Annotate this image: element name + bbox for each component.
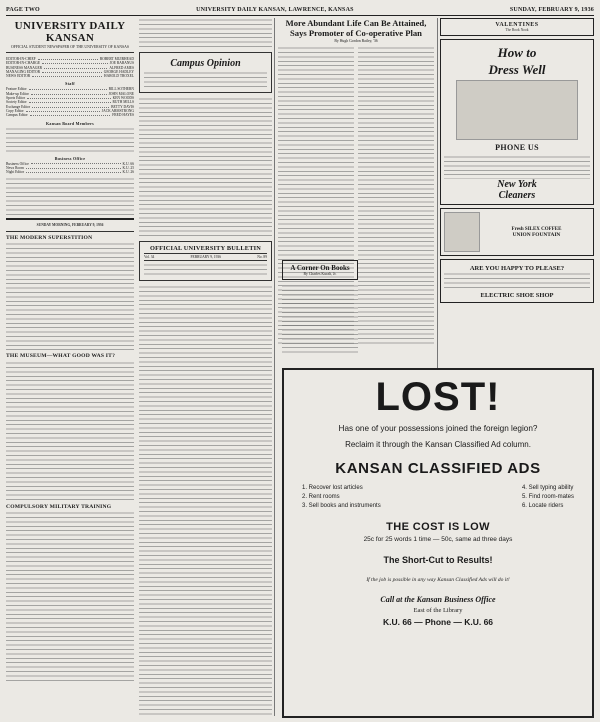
editorial-heading-superstition: THE MODERN SUPERSTITION (6, 234, 93, 241)
benefit-item: 3. Sell books and instruments (302, 503, 381, 509)
how-to-text: How to (497, 45, 537, 61)
corner-on-books-box (282, 260, 358, 280)
cleaners-text: Cleaners (498, 190, 536, 202)
cost-heading: THE COST IS LOW (386, 521, 490, 533)
staff-list (6, 57, 134, 78)
co-op-byline: By Hugh Gordon Bailey, '36 (334, 39, 378, 43)
new-york-text: New York (497, 179, 537, 191)
dateline: SUNDAY MORNING, FEBRUARY 9, 1936 (36, 223, 104, 228)
right-column (440, 18, 594, 368)
staff-row: EDITOR-IN-CHIEF ROBERT MUIRHEAD (6, 57, 134, 61)
phone-line: K.U. 66 — Phone — K.U. 66 (382, 617, 494, 627)
classified-ads-promo (282, 368, 594, 718)
page-date: SUNDAY, FEBRUARY 9, 1936 (509, 6, 594, 13)
staff-names: Feature Editor BILL SOTHERN Make-up Editor JOHN MALONE Sports Editor KEN WOODS Society Editor RUTH MILLS Exchange Editor BETTY DAVIS Copy Editor JACK ARMSTRONG Campus Editor FRED HAYES (6, 87, 134, 118)
paper-name-header: UNIVERSITY DAILY KANSAN, LAWRENCE, KANSAS (196, 6, 354, 13)
phone-us-text: PHONE US (495, 143, 539, 153)
lost-question: Has one of your possessions joined the foreign legion? (338, 424, 538, 433)
benefit-item: 4. Sell typing ability (521, 485, 574, 491)
dress-well-ad (440, 39, 594, 205)
shortcut-text: The Short-Cut to Results! (383, 555, 493, 565)
valentines-heading: VALENTINES (495, 22, 539, 28)
classified-heading: KANSAN CLASSIFIED ADS (335, 460, 541, 477)
benefit-item: 6. Locate riders (521, 503, 564, 509)
corner-on-books-title: A Corner On Books (290, 264, 350, 272)
books-column (282, 260, 358, 364)
column-rule (274, 18, 275, 716)
corner-on-books-byline: By Charles Kuralt, Jr. (303, 272, 337, 276)
benefit-item: 1. Recover lost articles (302, 485, 363, 491)
rates-text: 25c for 25 words 1 time — 50c, same ad three days (363, 536, 513, 543)
union-fountain: UNION FOUNTAIN (512, 231, 561, 238)
campus-opinion-title: Campus Opinion (170, 58, 241, 69)
page-number: PAGE TWO (6, 6, 40, 13)
board-label: Kansan Board Members (46, 120, 94, 126)
dress-illustration-icon (456, 80, 578, 140)
bulletin-meta: Vol. 34 FEBRUARY 9, 1936 No. 89 (144, 255, 267, 259)
left-column: UNIVERSITY DAILY KANSAN OFFICIAL STUDENT NEWSPAPER OF THE UNIVERSITY OF KANSAS EDITOR-IN-CHIEF ROBERT MUIRHEAD EDITOR-IN-CHARGE JOE RABANUS BUSINESS MANAGER ALFRED AMES MANAGING EDITOR GEORGE HADLEY NEWS EDITOR HAROLD TROXEL Staff Feature Editor BILL SOTHERN Make-up Editor JOHN MALONE Sports Editor KEN WOODS Society Editor RUTH MILLS Exchange Editor BETTY DAVIS Copy Editor JACK ARMSTRONG Campus Editor FRED HAYES Kansan Board Members Business Office Business Office K.U. 66 News Room K.U. 25 Night Editor K.U. 26 SUNDAY MORNING, FEBRUARY 9, 1936 THE MODERN SUPERSTITION THE MUSEUM—WHAT GOOD WAS IT? COMPULSORY MILITARY TRAINING Campus Opinion OFFICIAL UNIVERSITY BULLETIN Vol. 34 FEBRUARY 9, 1936 No. 89 (6, 18, 272, 716)
silex-coffee-ad (440, 208, 594, 256)
staff-row: MANAGING EDITOR GEORGE HADLEY (6, 69, 134, 74)
campus-opinion-box (139, 52, 272, 93)
staff-row: BUSINESS MANAGER ALFRED AMES (6, 65, 134, 70)
co-op-headline: More Abundant Life Can Be Attained, Says Promoter of Co-operative Plan (285, 18, 427, 38)
staff-row: EDITOR-IN-CHARGE JOE RABANUS (6, 61, 134, 66)
lost-headline: LOST! (375, 375, 501, 419)
lost-reclaim: Reclaim it through the Kansan Classified Ad column. (345, 440, 531, 449)
business-label: Business Office (54, 155, 86, 161)
editorial-heading-museum: THE MUSEUM—WHAT GOOD WAS IT? (6, 353, 116, 360)
call-at-text: Call at the Kansan Business Office (380, 595, 496, 604)
benefits-list (302, 484, 574, 511)
electric-shoe-shop: ELECTRIC SHOE SHOP (480, 292, 554, 300)
masthead-subtitle: OFFICIAL STUDENT NEWSPAPER OF THE UNIVERSITY OF KANSAS (11, 45, 129, 49)
staff-row: NEWS EDITOR HAROLD TROXEL (6, 74, 134, 79)
masthead-title: UNIVERSITY DAILY KANSAN (14, 20, 126, 44)
valentines-ad (440, 18, 594, 36)
job-line: If the job is possible in any way Kansan Classified Ads will do it! (366, 577, 510, 583)
page-header (6, 4, 594, 16)
dress-well-text: Dress Well (488, 62, 546, 78)
bulletin-title: OFFICIAL UNIVERSITY BULLETIN (149, 245, 262, 252)
electric-shoe-ad (440, 259, 594, 303)
book-nook: The Book Nook (505, 28, 529, 32)
coffee-pot-icon (444, 212, 480, 252)
staff-label: Staff (65, 81, 75, 87)
silex-heading: Fresh SILEX COFFEE (511, 226, 562, 232)
benefit-item: 5. Find room-mates (521, 494, 574, 500)
benefit-item: 2. Rent rooms (302, 494, 340, 500)
are-you-happy: ARE YOU HAPPY TO PLEASE? (469, 265, 565, 273)
location-text: East of the Library (413, 607, 463, 614)
bulletin-box (139, 241, 272, 281)
editorial-heading-military: COMPULSORY MILITARY TRAINING (6, 503, 112, 510)
